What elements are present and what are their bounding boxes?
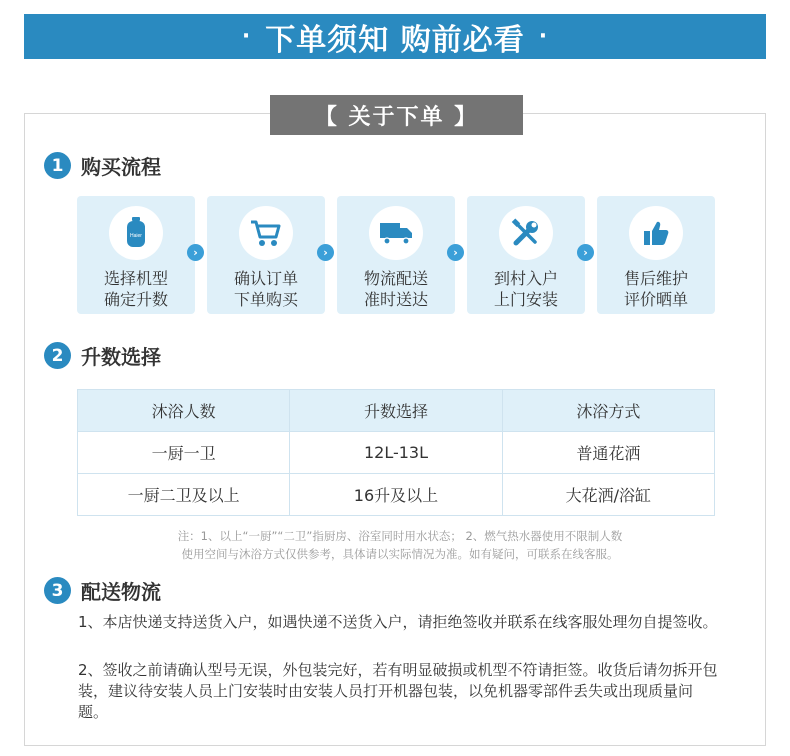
step-confirm-order: [207, 196, 325, 314]
step-line1: 物流配送: [363, 269, 428, 288]
chevron-right-icon: ›: [187, 244, 204, 261]
step-line2: 下单购买: [233, 290, 298, 309]
step-line2: 评价晒单: [623, 290, 688, 309]
table-cell: 一厨一卫: [78, 432, 290, 474]
page-banner: [24, 14, 766, 59]
section-number: 3: [44, 577, 71, 604]
step-line1: 确认订单: [233, 269, 298, 288]
step-line1: 售后维护: [623, 269, 688, 288]
step-line1: 到村入户: [493, 269, 558, 288]
purchase-steps: [77, 196, 717, 314]
section-purchase-flow: [44, 151, 161, 180]
table-row: [78, 432, 715, 474]
section-title: 配送物流: [81, 580, 161, 604]
section-title: 升数选择: [81, 345, 161, 369]
step-installation: [467, 196, 585, 314]
table-cell: 12L-13L: [290, 432, 502, 474]
section-delivery: [44, 576, 161, 605]
chevron-right-icon: ›: [317, 244, 334, 261]
section-number: 1: [44, 152, 71, 179]
step-line1: 选择机型: [103, 269, 168, 288]
section-title: 购买流程: [81, 155, 161, 179]
capacity-table: [77, 389, 715, 516]
step-line2: 准时送达: [363, 290, 428, 309]
delivery-truck-icon: [369, 206, 423, 260]
step-select-model: [77, 196, 195, 314]
table-cell: 普通花洒: [502, 432, 714, 474]
table-note: [80, 527, 720, 563]
shopping-cart-icon: [239, 206, 293, 260]
step-delivery: [337, 196, 455, 314]
banner-dot-right: ·: [538, 24, 549, 49]
table-cell: 大花洒/浴缸: [502, 474, 714, 516]
step-line2: 确定升数: [103, 290, 168, 309]
banner-dot-left: ·: [241, 24, 252, 49]
chevron-right-icon: ›: [577, 244, 594, 261]
tools-icon: [499, 206, 553, 260]
delivery-paragraph-1: 1、本店快递支持送货入户，如遇快递不送货入户，请拒绝签收并联系在线客服处理勿自提签收。: [78, 613, 718, 631]
thumbs-up-icon: [629, 206, 683, 260]
table-cell: 一厨二卫及以上: [78, 474, 290, 516]
note-line-2: 使用空间与沐浴方式仅供参考，具体请以实际情况为准。如有疑问，可联系在线客服。: [181, 547, 619, 561]
note-line-1: 注：1、以上“一厨”“二卫”指厨房、浴室同时用水状态； 2、燃气热水器使用不限制人数: [177, 529, 623, 543]
step-line2: 上门安装: [493, 290, 558, 309]
table-header-row: [78, 390, 715, 432]
table-header: 沐浴人数: [78, 390, 290, 432]
table-header: 沐浴方式: [502, 390, 714, 432]
banner-title: 下单须知 购前必看: [265, 22, 525, 58]
table-row: [78, 474, 715, 516]
step-after-sales: [597, 196, 715, 314]
section-tab: 【 关于下单 】: [270, 95, 523, 135]
section-number: 2: [44, 342, 71, 369]
svg-text:Haier: Haier: [130, 233, 142, 239]
table-cell: 16升及以上: [290, 474, 502, 516]
water-heater-icon: [109, 206, 163, 260]
table-header: 升数选择: [290, 390, 502, 432]
section-capacity: [44, 341, 161, 370]
delivery-paragraph-2: 2、签收之前请确认型号无误，外包装完好，若有明显破损或机型不符请拒签。收货后请勿拆开包装，建议待安装人员上门安装时由安装人员打开机器包装，以免机器零部件丢失或出现质量问题。: [78, 661, 718, 721]
chevron-right-icon: ›: [447, 244, 464, 261]
